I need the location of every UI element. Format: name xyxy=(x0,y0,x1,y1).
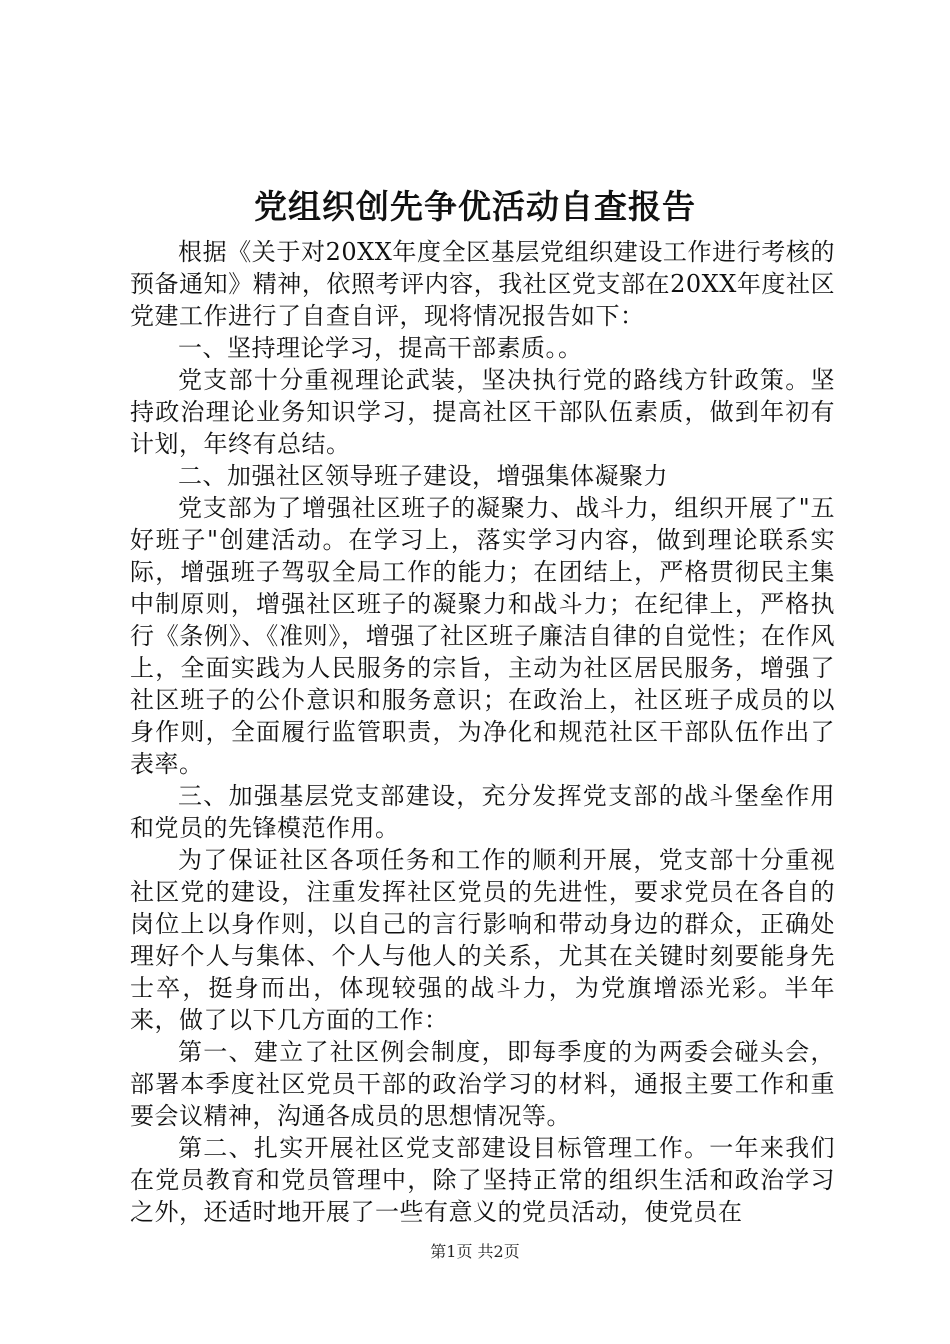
paragraph-item-2: 第二、扎实开展社区党支部建设目标管理工作。一年来我们在党员教育和党员管理中，除了坚持正常的组织生活和政治学习之外，还适时地开展了一些有意义的党员活动，使党员在 xyxy=(130,1134,835,1226)
section-heading-3: 三、加强基层党支部建设，充分发挥党支部的战斗堡垒作用和党员的先锋模范作用。 xyxy=(130,782,835,842)
section-heading-2: 二、加强社区领导班子建设，增强集体凝聚力 xyxy=(178,462,668,490)
document-body xyxy=(130,236,835,1228)
page-footer: 第1页 共2页 xyxy=(430,1242,520,1261)
section-heading-1: 一、坚持理论学习，提高干部素质。。 xyxy=(178,334,583,362)
paragraph-section-2: 党支部为了增强社区班子的凝聚力、战斗力，组织开展了"五好班子"创建活动。在学习上，落实学习内容，做到理论联系实际，增强班子驾驭全局工作的能力；在团结上，严格贯彻民主集中制原则，增强社区班子的凝聚力和战斗力；在纪律上，严格执行《条例》、《准则》，增强了社区班子廉洁自律的自觉性；在作风上，全面实践为人民服务的宗旨，主动为社区居民服务，增强了社区班子的公仆意识和服务意识；在政治上，社区班子成员的以身作则，全面履行监管职责，为净化和规范社区干部队伍作出了表率。 xyxy=(130,494,835,778)
paragraph-item-1: 第一、建立了社区例会制度，即每季度的为两委会碰头会，部署本季度社区党员干部的政治学习的材料，通报主要工作和重要会议精神，沟通各成员的思想情况等。 xyxy=(130,1038,835,1130)
document-title: 党组织创先争优活动自查报告 xyxy=(254,187,696,226)
paragraph-section-1: 党支部十分重视理论武装，坚决执行党的路线方针政策。坚持政治理论业务知识学习，提高社区干部队伍素质，做到年初有计划，年终有总结。 xyxy=(130,366,835,458)
paragraph-intro: 根据《关于对20XX年度全区基层党组织建设工作进行考核的预备通知》精神，依照考评内容，我社区党支部在20XX年度社区党建工作进行了自查自评，现将情况报告如下： xyxy=(130,238,835,330)
paragraph-section-3: 为了保证社区各项任务和工作的顺利开展，党支部十分重视社区党的建设，注重发挥社区党员的先进性，要求党员在各自的岗位上以身作则，以自己的言行影响和带动身边的群众，正确处理好个人与集体、个人与他人的关系，尤其在关键时刻要能身先士卒，挺身而出，体现较强的战斗力，为党旗增添光彩。半年来，做了以下几方面的工作： xyxy=(130,846,835,1034)
